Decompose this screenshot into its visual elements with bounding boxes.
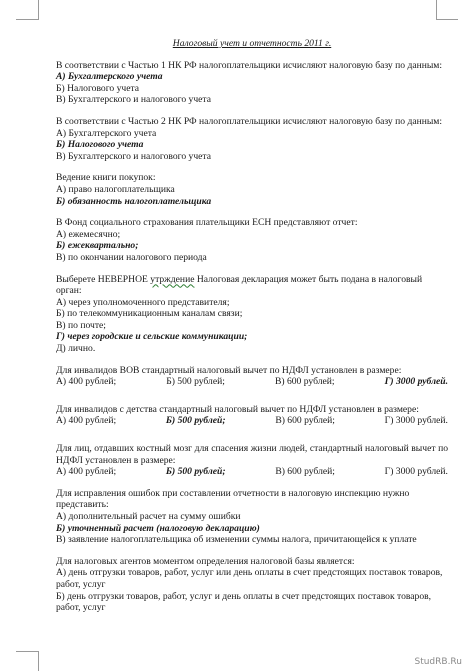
answer-option: Б) Налогового учета [56, 82, 140, 94]
crop-mark [16, 651, 38, 652]
crop-mark [38, 0, 39, 20]
answer-option: А) через уполномоченного представителя; [56, 296, 230, 308]
answer-option: Г) 3000 рублей. [384, 466, 448, 478]
correct-answer: Г) 3000 рублей. [384, 376, 448, 388]
crop-mark [436, 19, 458, 20]
answer-option: В) заявление налогоплательщика об изменении суммы налога, причитающейся к уплате [56, 534, 417, 546]
crop-mark [38, 651, 39, 671]
question-text: Ведение книги покупок: [56, 172, 156, 184]
question-text: Для инвалидов с детства стандартный налоговый вычет по НДФЛ установлен в размере: [56, 403, 419, 415]
question-2 [56, 116, 448, 162]
question-1 [56, 60, 448, 106]
answer-option: А) 400 рублей; [56, 466, 117, 478]
question-6 [56, 365, 448, 388]
question-text: Для инвалидов ВОВ стандартный налоговый вычет по НДФЛ установлен в размере: [56, 364, 402, 376]
correct-answer: Б) 500 рублей; [165, 466, 226, 478]
answer-option: Б) день отгрузки товаров, работ, услуг и день оплаты в счет предстоящих поставок товаров, работ, услуг [56, 590, 432, 614]
question-5 [56, 274, 448, 355]
question-7 [56, 404, 448, 427]
answer-option: В) 600 рублей; [274, 376, 335, 388]
question-text: Для лиц, отдавших костный мозг для спасения жизни людей, стандартный налоговый вычет по НДФЛ установлен в размере: [56, 443, 448, 466]
misspelled-word: утрждение [150, 273, 195, 285]
question-text: В соответствии с Частью 1 НК РФ налогоплательщики исчисляют налоговую базу по данным: [56, 59, 443, 71]
question-4 [56, 217, 448, 263]
answer-option: В) Бухгалтерского и налогового учета [56, 150, 211, 162]
answer-option: А) 400 рублей; [56, 415, 117, 427]
question-9 [56, 488, 448, 546]
question-text-part: Налоговая декларация может быть подана в налоговый орган: [56, 273, 423, 297]
answer-option: А) ежемесячно; [56, 228, 121, 240]
question-3 [56, 172, 448, 207]
answer-option: А) дополнительный расчет на сумму ошибки [56, 511, 241, 522]
crop-mark [436, 0, 437, 20]
answer-row [56, 376, 448, 388]
answer-option: А) право налогоплательщика [56, 183, 175, 195]
answer-option: В) 600 рублей; [275, 466, 335, 478]
correct-answer: Б) ежеквартально; [56, 240, 139, 252]
answer-option: Б) 500 рублей; [166, 376, 225, 388]
document-page [56, 38, 448, 614]
answer-option: А) день отгрузки товаров, работ, услуг или день оплаты в счет предстоящих поставок товаров, работ, услуг [56, 567, 443, 590]
answer-row [56, 466, 448, 478]
answer-option: А) Бухгалтерского учета [56, 127, 157, 139]
answer-option: Г) 3000 рублей. [384, 415, 448, 427]
question-text: В соответствии с Частью 2 НК РФ налогоплательщики исчисляют налоговую базу по данным: [56, 115, 443, 127]
correct-answer: А) Бухгалтерского учета [56, 71, 163, 83]
site-watermark: StudRB.Ru [414, 657, 462, 667]
question-text: Для исправления ошибок при составлении отчетности в налоговую инспекцию нужно представить: [56, 487, 410, 511]
answer-option: В) по окончании налогового периода [56, 251, 207, 263]
correct-answer: Б) Налогового учета [56, 139, 144, 151]
answer-option: В) 600 рублей; [275, 415, 335, 427]
question-text [56, 274, 448, 297]
question-text: Для налоговых агентов моментом определения налоговой базы является: [56, 555, 355, 567]
document-title: Налоговый учет и отчетность 2011 г. [172, 38, 332, 49]
answer-row [56, 415, 448, 427]
answer-option: А) 400 рублей; [56, 376, 117, 388]
answer-option: В) по почте; [56, 319, 106, 331]
crop-mark [16, 19, 38, 20]
correct-answer: Г) через городские и сельские коммуникации; [56, 331, 248, 343]
correct-answer: Б) уточненный расчет (налоговую декларацию) [56, 522, 260, 534]
question-text-part: Выберете НЕВЕРНОЕ [56, 273, 151, 285]
question-10 [56, 556, 448, 614]
answer-option: В) Бухгалтерского и налогового учета [56, 94, 211, 106]
answer-option: Д) лично. [56, 343, 96, 355]
correct-answer: Б) обязанность налогоплательщика [56, 195, 212, 207]
correct-answer: Б) 500 рублей; [165, 415, 226, 427]
question-text: В Фонд социального страхования плательщики ЕСН представляют отчет: [56, 217, 358, 229]
question-8 [56, 443, 448, 478]
answer-option: Б) по телекоммуникационным каналам связи; [56, 308, 243, 320]
